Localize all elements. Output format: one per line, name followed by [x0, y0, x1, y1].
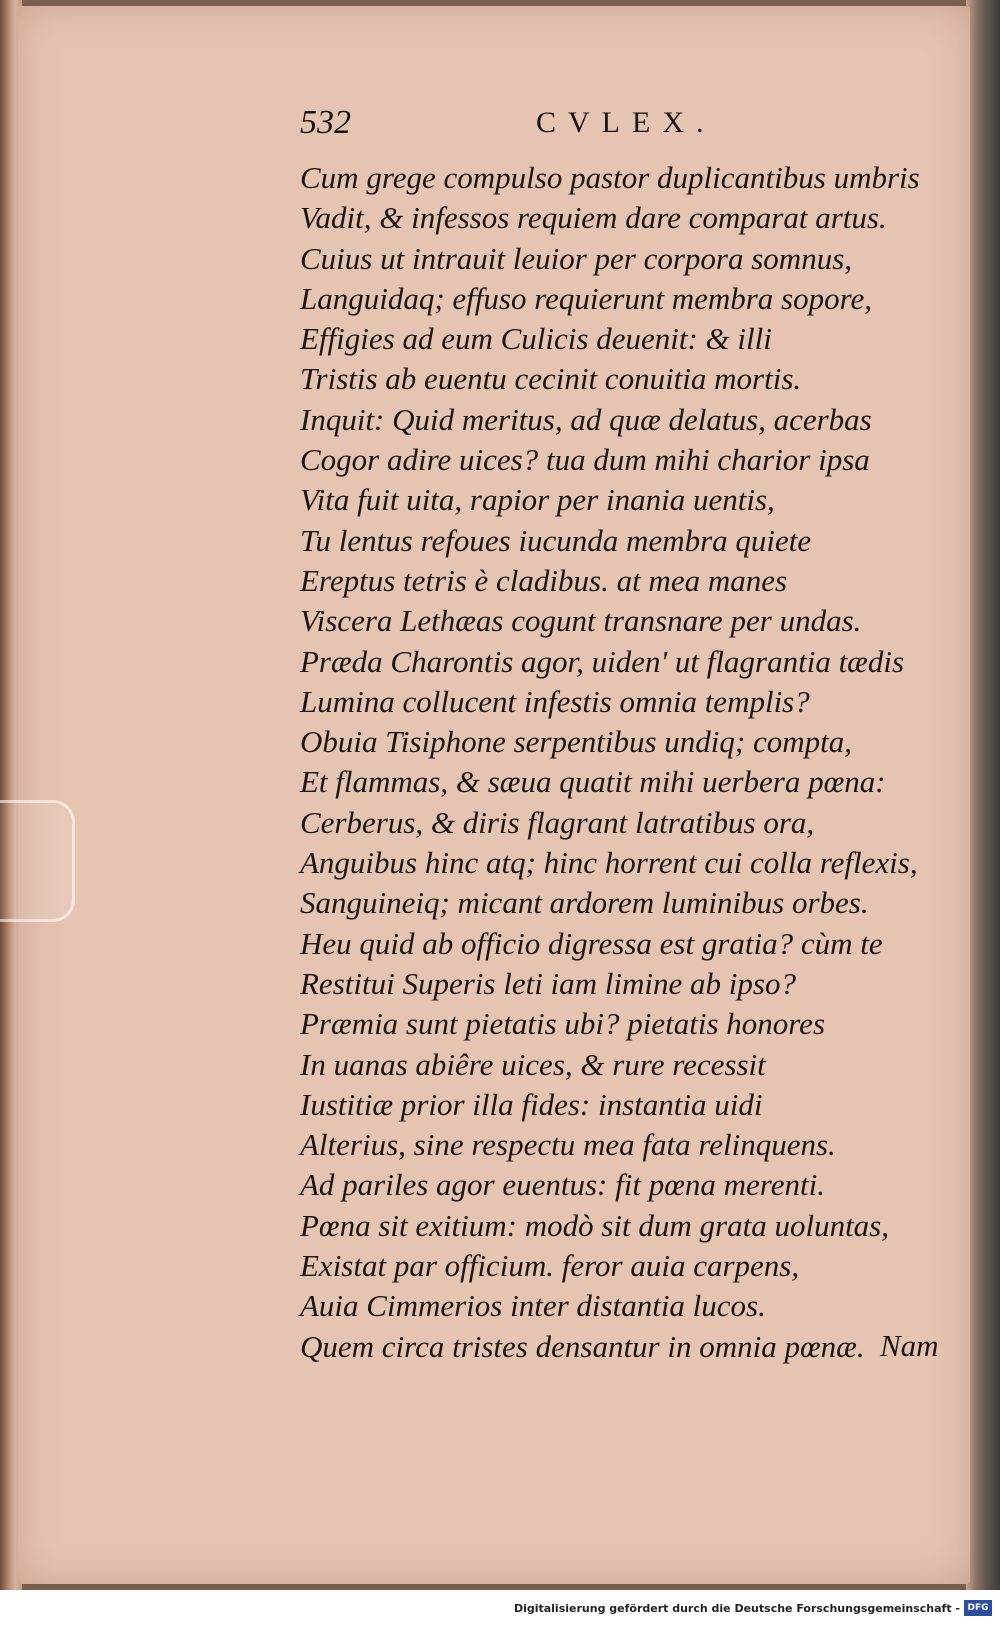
verse-line: Restitui Superis leti iam limine ab ipso? — [300, 965, 796, 1001]
verse-line: Alterius, sine respectu mea fata relinquens. — [300, 1127, 836, 1163]
page-header — [300, 104, 940, 154]
verse-text — [300, 158, 960, 1367]
verse-line: Viscera Lethæas cogunt transnare per undas. — [300, 603, 862, 639]
running-title: CVLEX. — [536, 106, 716, 139]
verse-line: Existat par officium. feror auia carpens, — [300, 1248, 800, 1284]
verse-line: Cum grege compulso pastor duplicantibus umbris — [300, 160, 920, 195]
verse-line: Cuius ut intrauit leuior per corpora somnus, — [300, 240, 853, 276]
verse-line: Inquit: Quid meritus, ad quæ delatus, acerbas — [300, 401, 872, 437]
verse-line: Iustitiæ prior illa fides: instantia uidi — [300, 1086, 763, 1122]
verse-line: Tu lentus refoues iucunda membra quiete — [300, 522, 812, 558]
verse-line: Lumina collucent infestis omnia templis? — [300, 683, 810, 719]
page-tab-overlay — [0, 800, 75, 922]
verse-line: Obuia Tisiphone serpentibus undiq; compta, — [300, 724, 852, 760]
verse-line: Pœna sit exitium: modò sit dum grata uoluntas, — [300, 1207, 889, 1243]
verse-line: Anguibus hinc atq; hinc horrent cui colla reflexis, — [300, 845, 918, 881]
verse-line: Quem circa tristes densantur in omnia pœnæ. — [300, 1328, 865, 1364]
verse-line: Præda Charontis agor, uiden' ut flagrantia tædis — [300, 643, 905, 679]
verse-line: Cerberus, & diris flagrant latratibus ora, — [300, 804, 815, 840]
verse-line: Auia Cimmerios inter distantia lucos. — [300, 1288, 766, 1324]
verse-line: Effigies ad eum Culicis deuenit: & illi — [300, 321, 772, 357]
verse-line: Cogor adire uices? tua dum mihi charior ipsa — [300, 442, 870, 478]
catchword: Nam — [880, 1328, 939, 1363]
page-edge-right — [966, 0, 1000, 1590]
verse-line: Ereptus tetris è cladibus. at mea manes — [300, 562, 788, 598]
funding-credit: Digitalisierung gefördert durch die Deutsche Forschungsgemeinschaft - — [513, 1602, 960, 1615]
verse-line: Ad pariles agor euentus: fit pœna merenti. — [300, 1167, 825, 1203]
verse-line: Præmia sunt pietatis ubi? pietatis honores — [300, 1006, 826, 1042]
verse-line: Languidaq; effuso requierunt membra sopore, — [300, 280, 873, 316]
verse-line: Sanguineiq; micant ardorem luminibus orbes. — [300, 885, 869, 921]
verse-line: Heu quid ab officio digressa est gratia? cùm te — [300, 925, 883, 961]
verse-line: Vita fuit uita, rapior per inania uentis, — [300, 482, 775, 518]
dfg-logo: DFG — [964, 1600, 992, 1616]
verse-line: Vadit, & infessos requiem dare comparat artus. — [300, 200, 887, 236]
digitization-footer — [0, 1590, 1000, 1627]
verse-line: Tristis ab euentu cecinit conuitia mortis. — [300, 361, 802, 397]
verse-line: Et flammas, & sæua quatit mihi uerbera pœna: — [300, 764, 886, 800]
page-number: 532 — [300, 104, 351, 141]
verse-line: In uanas abiêre uices, & rure recessit — [300, 1046, 766, 1082]
